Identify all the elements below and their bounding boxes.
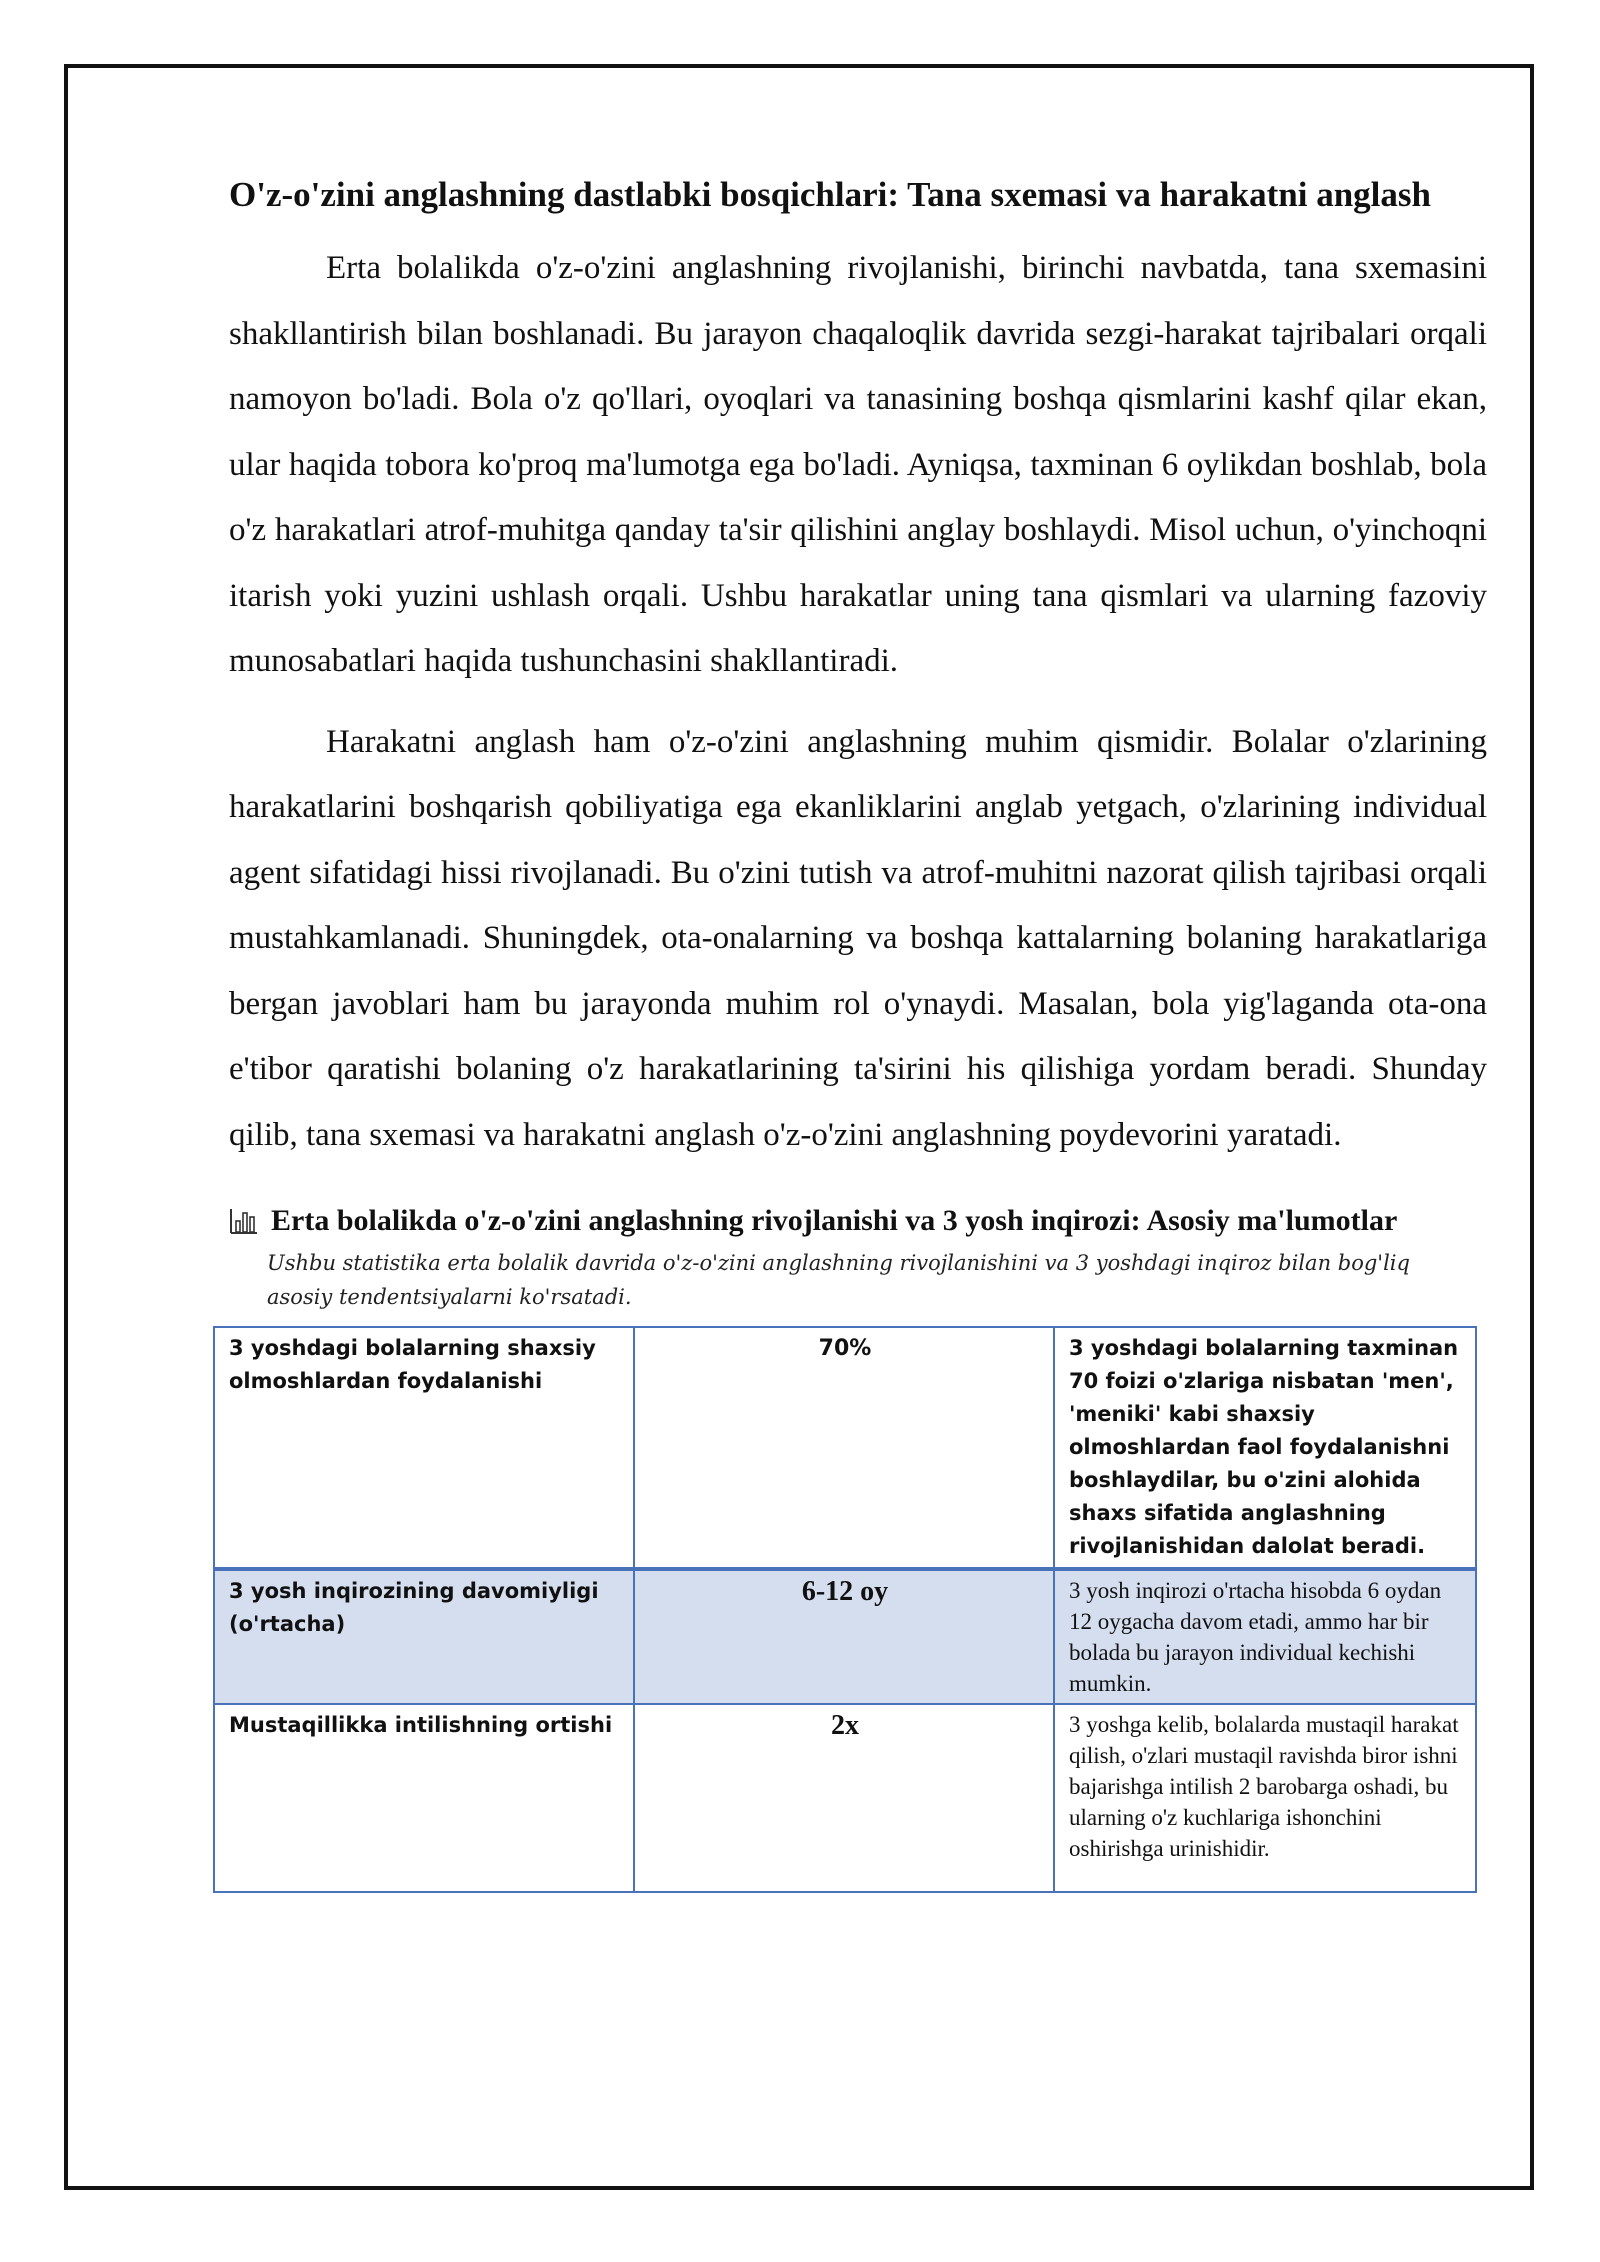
stat-label: 3 yoshdagi bolalarning shaxsiy olmoshlardan foydalanishi — [214, 1327, 634, 1569]
stat-description: 3 yoshdagi bolalarning taxminan 70 foizi o'zlariga nisbatan 'men', 'meniki' kabi shaxsiy olmoshlardan faol foydalanishni boshlaydilar, bu o'zini alohida shaxs sifatida anglashning rivojlanishidan dalolat beradi. — [1054, 1327, 1476, 1569]
body-paragraph: Erta bolalikda o'z-o'zini anglashning rivojlanishi, birinchi navbatda, tana sxemasini shakllantirish bilan boshlanadi. Bu jarayon chaqaloqlik davrida sezgi-harakat tajribalari orqali namoyon bo'ladi. Bola o'z qo'llari, oyoqlari va tanasining boshqa qismlarini kashf qilar ekan, ular haqida tobora ko'proq ma'lumotga ega bo'ladi. Ayniqsa, taxminan 6 oylikdan boshlab, bola o'z harakatlari atrof-muhitga qanday ta'sir qilishini anglay boshlaydi. Misol uchun, o'yinchoqni itarish yoki yuzini ushlash orqali. Ushbu harakatlar uning tana qismlari va ularning fazoviy munosabatlari haqida tushunchasini shakllantiradi. — [229, 250, 1487, 679]
body-paragraph: Harakatni anglash ham o'z-o'zini anglashning muhim qismidir. Bolalar o'zlarining harakatlarini boshqarish qobiliyatiga ega ekanliklarini anglab yetgach, o'zlarining individual agent sifatidagi hissi rivojlanadi. Bu o'zini tutish va atrof-muhitni nazorat qilish tajribasi orqali mustahkamlanadi. Shuningdek, ota-onalarning va boshqa kattalarning bolaning harakatlariga bergan javoblari ham bu jarayonda muhim rol o'ynaydi. Masalan, bola yig'laganda ota-ona e'tibor qaratishi bolaning o'z harakatlarining ta'sirini his qilishiga yordam beradi. Shunday qilib, tana sxemasi va harakatni anglash o'z-o'zini anglashning poydevorini yaratadi. — [229, 723, 1487, 1153]
stats-title-text: Erta bolalikda o'z-o'zini anglashning rivojlanishi va 3 yosh inqirozi: Asosiy ma'lumotlar — [271, 1204, 1398, 1237]
stats-title — [229, 1204, 1487, 1238]
document-content — [229, 170, 1487, 1893]
section-heading: O'z-o'zini anglashning dastlabki bosqichlari: Tana sxemasi va harakatni anglash — [229, 175, 1431, 214]
stat-value: 70% — [634, 1327, 1054, 1569]
table-row — [214, 1569, 1476, 1704]
stat-label: 3 yosh inqirozining davomiyligi (o'rtacha) — [214, 1569, 634, 1704]
stats-subtitle: Ushbu statistika erta bolalik davrida o'z-o'zini anglashning rivojlanishini va 3 yoshdagi inqiroz bilan bog'liq asosiy tendentsiyalarni ko'rsatadi. — [267, 1251, 1410, 1309]
stat-value: 6-12 oy — [634, 1569, 1054, 1704]
stats-table — [213, 1326, 1477, 1893]
bar-chart-icon — [229, 1207, 259, 1235]
stat-value: 2x — [634, 1704, 1054, 1892]
table-row — [214, 1327, 1476, 1569]
stat-description: 3 yoshga kelib, bolalarda mustaqil harakat qilish, o'zlari mustaqil ravishda biror ishni bajarishga intilish 2 barobarga oshadi, bu ularning o'z kuchlariga ishonchini oshirishga urinishidir. — [1054, 1704, 1476, 1892]
stat-description: 3 yosh inqirozi o'rtacha hisobda 6 oydan 12 oygacha davom etadi, ammo har bir bolada bu jarayon individual kechishi mumkin. — [1054, 1569, 1476, 1704]
stat-label: Mustaqillikka intilishning ortishi — [214, 1704, 634, 1892]
table-row — [214, 1704, 1476, 1892]
